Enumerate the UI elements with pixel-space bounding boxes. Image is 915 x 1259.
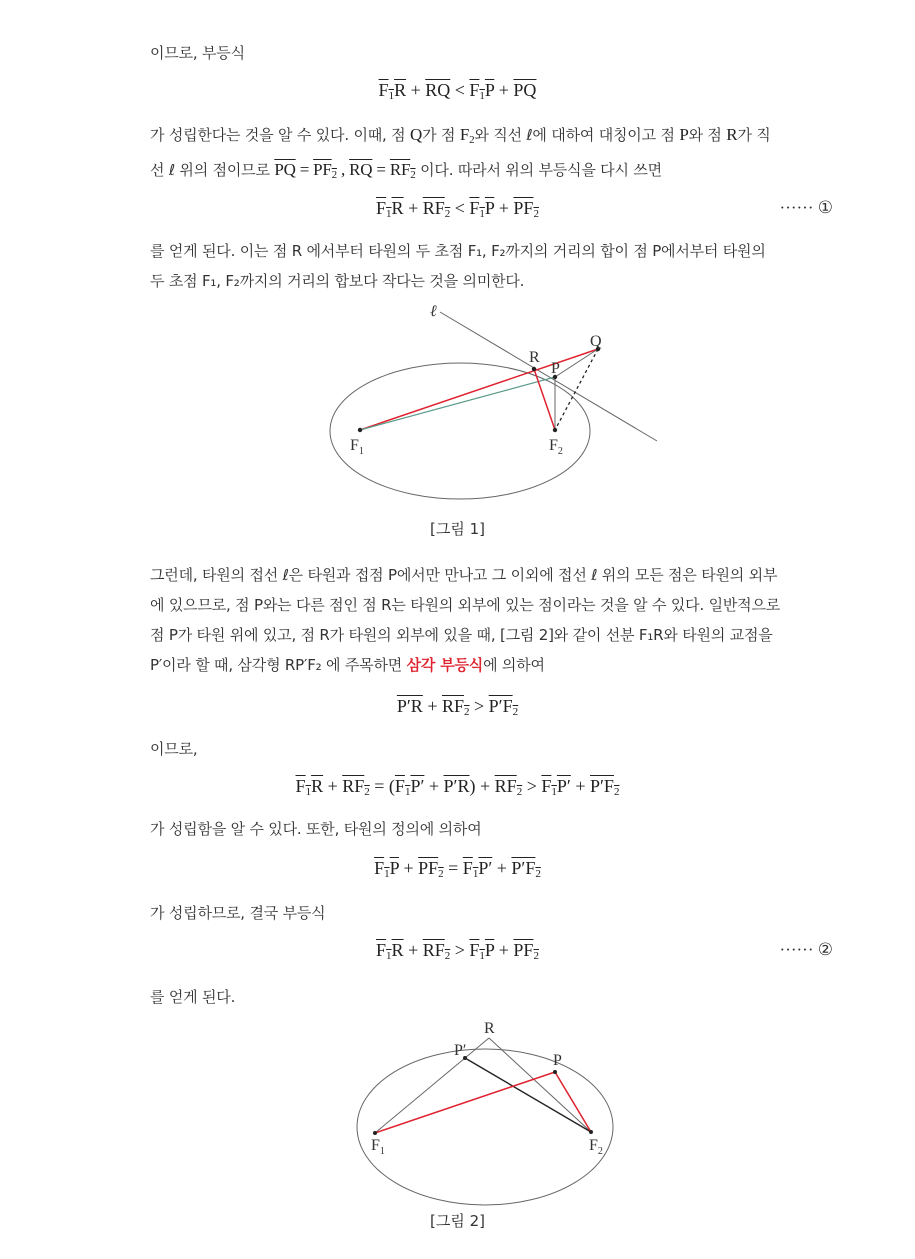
- label-Pp: P′: [454, 1042, 467, 1059]
- paragraph-conclusion: 가 성립하므로, 결국 부등식: [150, 904, 326, 922]
- paragraph-meaning: 를 얻게 된다. 이는 점 R 에서부터 타원의 두 초점 F₁, F₂까지의 거리의 합이 점 P에서부터 타원의 두 초점 F₁, F₂까지의 거리의 합보다 작다는 것을 의미한다.: [150, 242, 766, 290]
- segment-F1-R: [375, 1038, 489, 1133]
- point-R: [532, 367, 536, 371]
- label-R: R: [529, 349, 540, 366]
- segment-R-F2: [489, 1038, 591, 1132]
- label-Q: Q: [590, 333, 602, 350]
- equation-6: $F_1R + RF_2 > F_1P + PF_2$: [376, 940, 539, 962]
- segment-F1-P: [360, 377, 555, 430]
- label-F2: $F_2$: [549, 437, 563, 457]
- paragraph-tangent: 그런데, 타원의 접선 ℓ은 타원과 접점 P에서만 만나고 그 이외에 접선 ℓ 위의 모든 점은 타원의 외부 에 있으므로, 점 P와는 다른 점인 점 R는 타원의 외부에 있는 점이라는 것을 알 수 있다. 일반적으로 점 P가 타원 위에 있고, 점 R가 타원의 외부에 있을 때, [그림 2]와 같이 선분 F₁R와 타원의 교점을 P′이라 할 때, 삼각형 RP′F₂ 에 주목하면 삼각 부등식에 의하여: [150, 566, 781, 674]
- highlight-triangle-inequality: 삼각 부등식: [406, 656, 484, 674]
- paragraph-intro: 이므로, 부등식: [150, 44, 245, 62]
- equation-4: $F_1R + RF_2 = (F_1P' + P'R) + RF_2 > F_1P' + P'F_2$: [295, 776, 620, 798]
- figure-1-caption: [그림 1]: [430, 520, 485, 538]
- equation-3: $P'R + RF_2 > P'F_2$: [396, 696, 519, 718]
- tangent-line: [440, 312, 657, 441]
- equation-1: $F_1R + \overline{RQ} < F_1P + \overline{PQ}$: [378, 80, 537, 102]
- label-l: ℓ: [430, 303, 437, 320]
- paragraph-result: 를 얻게 된다.: [150, 988, 236, 1006]
- segment-Pp-F2: [465, 1058, 591, 1132]
- figure-1-diagram: [320, 298, 670, 508]
- ellipse: [357, 1049, 613, 1205]
- paragraph-symmetry: 가 성립한다는 것을 알 수 있다. 이때, 점 Q가 점 $F_2$와 직선 ℓ에 대하여 대칭이고 점 P와 점 R가 직 선 ℓ 위의 점이므로 $\overline{PQ} = PF_2$ , $\overline{RQ} = RF_2$ 이다. 따라서 위의 부등식을 다시 쓰면: [150, 125, 771, 181]
- segment-F1-P: [375, 1072, 555, 1133]
- label-P: P: [551, 360, 560, 377]
- equation-2-number: ······ ①: [779, 198, 833, 217]
- segment-Q-P: [555, 349, 598, 377]
- label-P: P: [553, 1052, 562, 1069]
- label-F2: $F_2$: [589, 1137, 603, 1157]
- equation-6-number: ······ ②: [779, 940, 833, 959]
- equation-2: $F_1R + RF_2 < F_1P + PF_2$: [376, 198, 539, 220]
- point-P: [553, 1070, 557, 1074]
- label-F1: $F_1$: [350, 437, 364, 457]
- point-F2: [589, 1130, 593, 1134]
- label-R: R: [484, 1020, 495, 1037]
- paragraph-therefore: 이므로,: [150, 740, 198, 758]
- label-F1: $F_1$: [371, 1137, 385, 1157]
- equation-5: $F_1P + PF_2 = F_1P' + P'F_2$: [374, 858, 541, 880]
- paragraph-definition: 가 성립함을 알 수 있다. 또한, 타원의 정의에 의하여: [150, 820, 482, 838]
- segment-P-F2: [555, 1072, 591, 1132]
- ellipse: [330, 363, 590, 499]
- figure-2-caption: [그림 2]: [430, 1212, 485, 1230]
- point-F1: [358, 428, 362, 432]
- point-F2: [553, 428, 557, 432]
- point-F1: [373, 1131, 377, 1135]
- figure-2-diagram: [345, 1015, 625, 1210]
